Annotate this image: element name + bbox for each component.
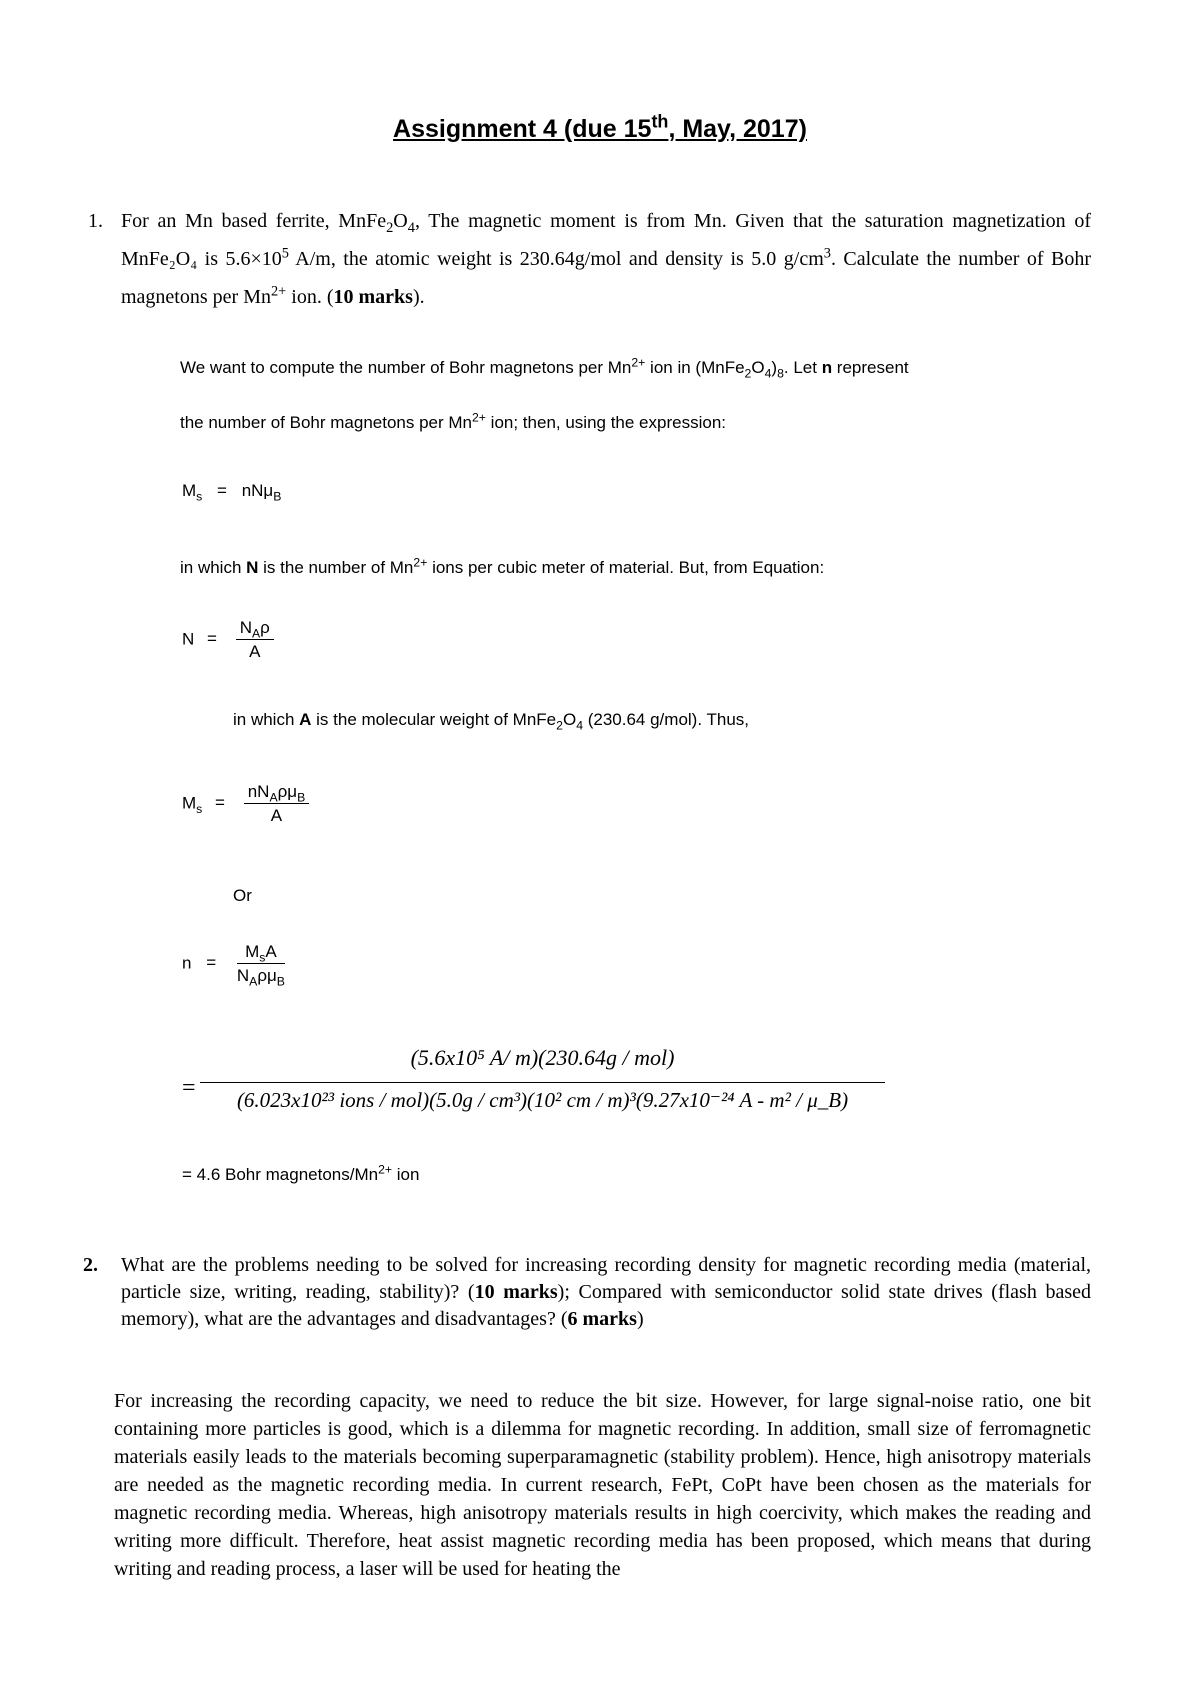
question-2-number: 2.: [83, 1254, 98, 1276]
or-label: Or: [233, 886, 252, 905]
fraction-n-msa: $\frac{M_sA}{N_A\rho\mu_B}$: [236, 942, 285, 989]
title-text-suffix: , May, 2017): [668, 115, 807, 143]
fraction-ms: $\frac{nN_A\rho\mu_B}{A}$: [244, 782, 310, 826]
equation-ms-fraction: $M_s$ = $\frac{nN_A\rho\mu_B}{A}$: [182, 782, 309, 826]
page-title: [0, 111, 1200, 144]
solution-line-2: the number of Bohr magnetons per $Mn^{2+}$ ion; then, using the expression:: [180, 410, 726, 432]
equation-numeric-numerator: (5.6x10⁵ A/ m)(230.64g / mol): [410, 1045, 675, 1070]
equation-fraction-bar: [200, 1082, 885, 1083]
equation-equals-sign: =: [182, 1075, 196, 1101]
q2-marks-1: 10 marks: [474, 1281, 558, 1303]
equation-n-equals: N = $\frac{N_A\rho}{A}$: [182, 618, 274, 662]
equation-n-fraction: n = $\frac{M_sA}{N_A\rho\mu_B}$: [182, 942, 285, 989]
title-superscript: th: [651, 111, 669, 132]
fraction-n: $\frac{N_A\rho}{A}$: [236, 618, 274, 662]
solution-line-3: in which N is the number of $Mn^{2+}$ ions per cubic meter of material. But, from Equation:: [180, 555, 825, 577]
q2-marks-2: 6 marks: [567, 1308, 637, 1330]
equation-numeric-denominator: (6.023x10²³ ions / mol)(5.0g / cm³)(10² cm / m)³(9.27x10⁻²⁴ A - m² / μ_B): [236, 1088, 849, 1112]
q1-marks: 10 marks: [333, 286, 413, 308]
question-2-text: What are the problems needing to be solved for increasing recording density for magnetic recording media (material, particle size, writing, reading, stability)? (10 marks); Compared with semiconductor solid state drives (flash based memory), what are the advantages and disadvantages? (6 marks): [121, 1254, 1091, 1330]
equation-ms-nnmub: $M_s = nN\mu_B$: [182, 481, 282, 504]
solution-line-4: in which A is the molecular weight of $MnFe_2O_4$ (230.64 g/mol). Thus,: [233, 710, 749, 733]
question-1-number: 1.: [88, 210, 103, 232]
result-line: = 4.6 Bohr magnetons/$Mn^{2+}$ ion: [182, 1162, 420, 1184]
title-text: Assignment 4 (due 15: [393, 115, 652, 143]
question-1-text: For an Mn based ferrite, $MnFe_2O_4$, The magnetic moment is from Mn. Given that the saturation magnetization of MnFe₂O₄ is $5.6\times 10^5$ A/m, the atomic weight is 230.64g/mol and density is 5.0 $g/cm^3$. Calculate the number of Bohr magnetons per $Mn^{2+}$ ion. (10 marks).: [121, 210, 1091, 308]
answer-2-paragraph: For increasing the recording capacity, we need to reduce the bit size. However, for large signal-noise ratio, one bit containing more particles is good, which is a dilemma for magnetic recording. In addition, small size of ferromagnetic materials easily leads to the materials becoming superparamagnetic (stability problem). Hence, high anisotropy materials are needed as the magnetic recording media. In current research, FePt, CoPt have been chosen as the materials for magnetic recording media. Whereas, high anisotropy materials results in high coercivity, which makes the reading and writing more difficult. Therefore, heat assist magnetic recording media has been proposed, which means that during writing and reading process, a laser will be used for heating the: [114, 1390, 1091, 1580]
solution-line-1: We want to compute the number of Bohr magnetons per $Mn^{2+}$ ion in $(MnFe_2O_4)_8$. Let n represent: [180, 355, 909, 381]
